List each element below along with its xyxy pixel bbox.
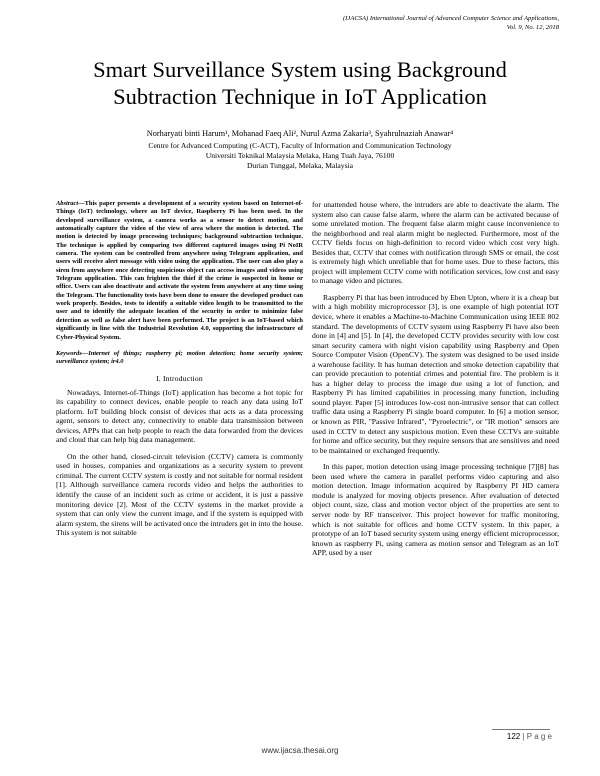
- journal-header: [229, 14, 559, 32]
- affiliation-line-3: Durian Tunggal, Melaka, Malaysia: [246, 161, 354, 171]
- journal-volume: Vol. 9, No. 12, 2018: [506, 24, 559, 31]
- affiliation-line-1: Centre for Advanced Computing (C-ACT), Faculty of Information and Communication Technology: [148, 141, 452, 150]
- page-number: [507, 732, 552, 741]
- affiliation-line-2: Universiti Teknikal Malaysia Melaka, Hang Tuah Jaya, 76100: [205, 151, 395, 161]
- page-number-value: 122: [506, 732, 521, 741]
- journal-name: (IJACSA) International Journal of Advanced Computer Science and Applications,: [342, 15, 559, 22]
- intro-paragraph-2: On the other hand, closed-circuit television (CCTV) camera is commonly used in houses, companies and organizations as a security system to prevent criminal. The current CCTV system is costly and not suitable for normal resident [1]. Although surveillance camera records video and helps the authorities to identify the cause of an incident such as crime or accident, it is just a passive monitoring device [2]. Most of the CCTV systems in the market provide a system that can only view the current image, and if the system is equipped with alarm system, the sirens will be activated once the intruders get in into the house. This system is not suitable: [56, 451, 303, 538]
- right-column: [312, 200, 559, 558]
- footer-divider: [492, 729, 550, 730]
- left-column: [56, 200, 303, 538]
- footer-url: www.ijacsa.thesai.org: [261, 746, 339, 755]
- section-heading-introduction: I. Introduction: [156, 373, 203, 383]
- author-list: Norharyati binti Harum¹, Mohanad Faeq Ali², Nurul Azma Zakaria³, Syahrulnaziah Anawar⁴: [146, 129, 454, 138]
- keywords: Keywords—Internet of things; raspberry pi; motion detection; home security system; surveillance system; ir4.0: [56, 349, 303, 366]
- title-line-1: Smart Surveillance System using Background: [93, 57, 507, 82]
- title-line-2: Subtraction Technique in IoT Application: [113, 84, 487, 109]
- affiliation: [40, 141, 560, 172]
- right-paragraph-2: Raspberry Pi that has been introduced by Eben Upton, where it is a cheap but with a high mobility microprocessor [3], is one example of high potential IOT device, where it enables a Machine-to-Machine Communication using IEEE 802 standard. The developments of CCTV system using Raspberry Pi have also been done in [4] and [5]. In [4], the developed CCTV provides security with low cost smart security camera with night vision capability using Raspberry and Open Source Computer Vision (OpenCV). The system was designed to be used inside a warehouse facility. It has human detection and smoke detection capability that can provide precaution to potential crimes and potential fire. The problem is it has a higher delay to process the image due using a lot of function, and Raspberry Pi has limited capabilities in processing many function, including sound player. Paper [5] introduces low-cost non-intrusive sensor that can collect traffic data using a Raspberry Pi single board computer. In [6] a motion sensor, or known as PIR, "Passive Infrared", "Pyroelectric", or "IR motion" sensors are used in CCTV to detect any suspicious motion. Even these CCTVs are suitable for home and office security, but they require sensors that are sensitives and need to be maintained or exchanged frequently.: [312, 292, 559, 455]
- paper-title: [40, 56, 560, 110]
- abstract: [56, 200, 303, 342]
- abstract-text: —This paper presents a development of a security system based on Internet-of-Things (IoT) technology, where an IoT device, Raspberry Pi has been used. In the developed surveillance system, a camera works as a sensor to detect motion, and automatically capture the video of the view of area where the motion is detected. The motion is detected by image processing techniques; background subtraction technique. The technique is applied by comparing two different captured images using Pi NoIR camera. The system can be controlled from anywhere using Telegram application, and users will receive alert message with video using the application. The user can also play a siren from anywhere once detecting suspicious object can access images and videos using Telegram application. This can frighten the thief if the crime is suspected in home or office. Users can also deactivate and activate the system from anywhere at any time using the Telegram. The functionality tests have been done to ensure the developed product can work properly. Besides, tests to identify a suitable video length to be transmitted to the user and to identify the adequate location of the security in order to minimize false detection as well as false alert have been performed. The project is an IoT-based which significantly in line with the Industrial Revolution 4.0, supporting the infrastructure of Cyber-Physical System.: [56, 200, 303, 341]
- intro-paragraph-1: Nowadays, Internet-of-Things (IoT) application has become a hot topic for its capability to connect devices, enable people to reach any data using IoT platform. IoT building block consist of devices that acts as a data processing agent, sensors to detect any, connectivity to enable data transmission between devices, APPs that can help people to reach the data forwarded from the devices and cloud that can help big data management.: [56, 387, 303, 445]
- abstract-label: Abstract: [56, 200, 79, 207]
- right-paragraph-3: In this paper, motion detection using image processing technique [7][8] has been used where the camera in parallel performs video capturing and also motion detection. Image information acquired by Raspberry PI HD camera module is analyzed for moving objects presence. After evaluation of detected object count, size, class and motion vector object of the properties are sent to server node by RF transceiver. This project however for traffic monitoring, which is not suitable for offices and home CCTV system. In this paper, a prototype of an IoT based security system using energy efficient microprocessor, known as raspberry Pi, using camera as motion sensor and Telegram as an IoT APP, used by a user: [312, 462, 559, 558]
- right-paragraph-1: for unattended house where, the intruders are able to deactivate the alarm. The system also can cause false alarm, where the alarm can be activated because of some unrelated motion. The frequent false alarm might cause inconvenience to the neighborhood and real alarm might be neglected. Furthermore, most of the CCTV fields focus on high-definition to record video which cost very high. Besides that, CCTV that comes with notification through SMS or email, the cost is extremely high which unreliable that for home uses. Due to these factors, this project will implement CCTV come with notification services, low cost and easy to manage video and pictures.: [312, 200, 559, 286]
- page-label: | P a g e: [522, 732, 552, 741]
